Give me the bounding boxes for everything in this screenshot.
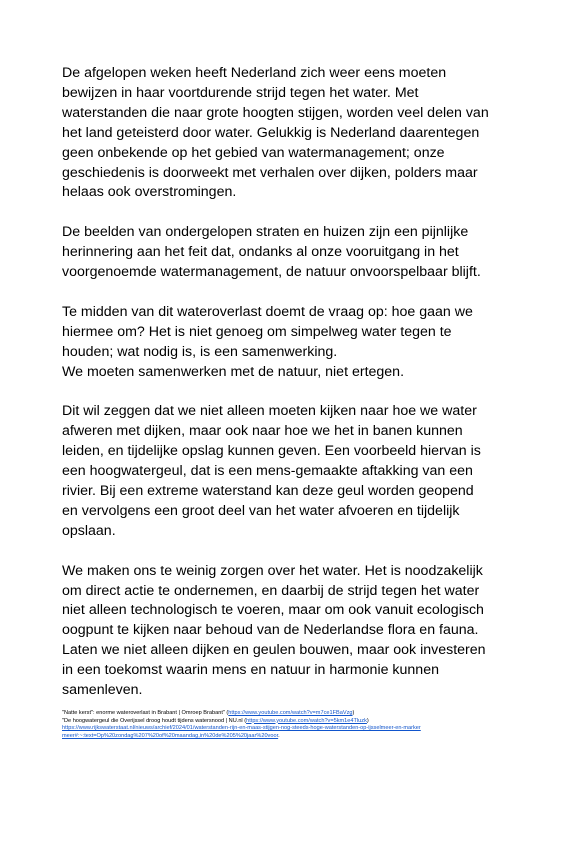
footnote-link[interactable]: meer#:~:text=Op%20zondag%207%20of%20maandag,in%20de%205%20jaar%20voor [62, 732, 279, 739]
text-line: De afgelopen weken heeft Nederland zich weer eens moeten [62, 65, 447, 81]
text-line: geen onbekende op het gebied van watermanagement; onze [62, 144, 445, 161]
paragraph-3 [62, 303, 522, 383]
footnote-3-continued [62, 733, 522, 741]
footnote-text: ) [352, 710, 355, 716]
paragraph-5 [62, 562, 522, 701]
text-line: een hoogwatergeul, dat is een mens-gemaakte aftakking van een [62, 463, 473, 480]
text-line: het land geteisterd door water. Gelukkig is Nederland daarentegen [62, 124, 480, 141]
footnote-link[interactable]: https://www.youtube.com/watch?v=5km1e4Tluzk [246, 717, 367, 724]
footnote-link[interactable]: https://www.youtube.com/watch?v=m7ce1FBaVzg [228, 710, 353, 716]
footnote-text: "De hoogwatergeul die Overijssel droog houdt tijdens watersnood | NU.nl ( [62, 717, 247, 724]
text-line: De beelden van ondergelopen straten en huizen zijn een pijnlijke [62, 224, 469, 241]
text-line: afweren met dijken, maar ook naar hoe we het in banen kunnen [62, 423, 463, 440]
footnote-2 [62, 718, 522, 726]
footnote-text: "Natte kerst": enorme wateroverlast in Brabant | Omroep Brabant" ( [62, 710, 229, 716]
text-line: waterstanden die naar grote hoogten stijgen, worden veel delen van [62, 104, 489, 121]
text-line: Laten we niet alleen dijken en geulen bouwen, maar ook investeren [62, 642, 486, 659]
footnotes [62, 710, 522, 740]
text-line: herinnering aan het feit dat, ondanks al onze vooruitgang in het [62, 244, 459, 261]
document-body [62, 64, 522, 721]
text-line: samenleven. [62, 682, 143, 699]
footnote-1 [62, 710, 522, 718]
text-line: niet alleen technologisch te voeren, maar om ook vanuit ecologisch [62, 602, 484, 619]
text-line: houden; wat nodig is, is een samenwerking. [62, 343, 338, 360]
text-line: hiermee om? Het is niet genoeg om simpelweg water tegen te [62, 323, 452, 340]
text-line: geschiedenis is doorweekt met verhalen over dijken, polders maar [62, 164, 478, 181]
footnote-link[interactable]: https://www.rijkswaterstaat.nl/nieuws/archief/2024/01/waterstanden-rijn-en-maas-stijgen-nog-steeds-hoge-waterstanden-op-ijsselmeer-en-marker [62, 725, 421, 732]
paragraph-2 [62, 223, 522, 283]
text-line: in een toekomst waarin mens en natuur in harmonie kunnen [62, 662, 439, 679]
text-line: om direct actie te ondernemen, en daarbij de strijd tegen het water [62, 582, 480, 599]
text-line: en vervolgens een groot deel van het water afvoeren en tijdelijk [62, 502, 460, 519]
paragraph-1 [62, 64, 522, 203]
text-line: opslaan. [62, 522, 116, 539]
footnote-text: ) [366, 717, 369, 724]
text-line: bewijzen in haar voortdurende strijd tegen het water. Met [62, 84, 419, 101]
text-line: We maken ons te weinig zorgen over het water. Het is noodzakelijk [62, 562, 483, 579]
text-line: Te midden van dit wateroverlast doemt de vraag op: hoe gaan we [62, 303, 473, 320]
text-line: Dit wil zeggen dat we niet alleen moeten kijken naar hoe we water [62, 403, 477, 420]
text-line: leiden, en tijdelijke opslag kunnen geven. Een voorbeeld hiervan is [62, 443, 481, 460]
text-line: helaas ook overstromingen. [62, 184, 237, 201]
text-line: oogpunt te kijken naar behoud van de Nederlandse flora en fauna. [62, 622, 479, 639]
text-line: voorgenoemde watermanagement, de natuur onvoorspelbaar blijft. [62, 264, 481, 281]
text-line: We moeten samenwerken met de natuur, niet ertegen. [62, 363, 405, 380]
paragraph-4 [62, 402, 522, 541]
footnote-text: . [278, 732, 280, 739]
footnote-3 [62, 725, 522, 733]
text-line: rivier. Bij een extreme waterstand kan deze geul worden geopend [62, 482, 474, 499]
